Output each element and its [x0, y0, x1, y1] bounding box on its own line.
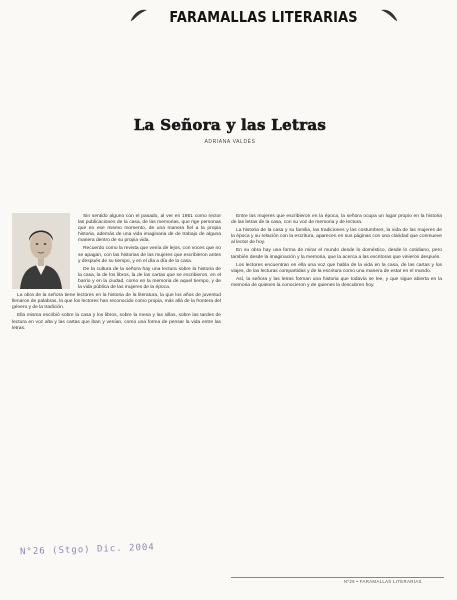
article-column-left — [12, 214, 221, 334]
paragraph: En su obra hay una forma de mirar el mundo desde lo doméstico, desde lo cotidiano, pero también desde la imaginación y la memoria, que la acerca a las escritoras que vinieron después. — [231, 248, 442, 260]
paragraph: La historia de la casa y su familia, las tradiciones y las costumbres, la vida de las mujeres de la época y su relación con la escritura, aparecen en sus páginas con una claridad que conmueve al lector de hoy. — [231, 228, 442, 246]
quill-ornament-right — [380, 8, 398, 27]
paragraph: Los lectores encuentran en ella una voz que habla de la vida en la casa, de las cartas y los viajes, de las lecturas compartidas y de la escritura como una manera de estar en el mundo. — [231, 262, 442, 274]
footer-divider — [231, 577, 444, 578]
portrait-float-spacer — [12, 214, 74, 292]
paragraph: Recuerdo como la revista que venía de lejos, con voces que no se apagan, con las historias de las mujeres que escribieron antes y después de su tiempo, y en el día a día de la casa. — [78, 246, 221, 264]
magazine-header — [150, 6, 378, 28]
handwritten-issue-note: N°26 (Stgo) Dic. 2004 — [19, 542, 155, 558]
paragraph: Entre las mujeres que escribieron en la época, la señora ocupa un lugar propio en la historia de las letras de la casa, con su voz de memoria y de lectura. — [231, 214, 442, 226]
article-byline: ADRIANA VALDÉS — [204, 139, 256, 145]
paragraph: La obra de la señora tiene lectores en la historia de la literatura, la que los años de juventud llenaron de palabras, la que los lectores han reconocido como propia, más allá de la frontera del género y de la tradición. — [12, 293, 221, 311]
paragraph: Así, la señora y las letras forman una historia que todavía se lee, y que sigue abierta en la memoria de quienes la conocieron y de quienes la descubren hoy. — [231, 276, 442, 288]
paragraph: Sin sentido alguno con el pasado, al ver en 1951 como rector las publicaciones de la casa, de las memorias, que rige personas que en ese mismo momento, de una manera fiel a la propia historia, además de una vida imaginaria de de trabajo de alguna manera dentro de su propia vida. — [78, 214, 221, 244]
paragraph: De la cultura de la señora hay una lectura sobre la historia de la casa, la de los libros, la de las cartas que se escribieron, en el barrio y en la ciudad, como en la memoria de aquel tiempo, y de la vida pública de las mujeres de la época. — [78, 266, 221, 291]
magazine-title: FARAMALLAS LITERARIAS — [169, 8, 359, 26]
paragraph: Ella misma escribió sobre la casa y los libros, sobre la mesa y las sillas, sobre las tardes de lectura en voz alta y las cartas que iban y venían, como una forma de pensar la vida entre las letras. — [12, 313, 221, 331]
article-title: La Señora y las Letras — [133, 116, 327, 134]
page-footer: Nº26 • FARAMALLAS LITERARIAS — [344, 579, 422, 584]
article-column-right — [231, 214, 442, 291]
quill-ornament-left — [130, 8, 148, 27]
